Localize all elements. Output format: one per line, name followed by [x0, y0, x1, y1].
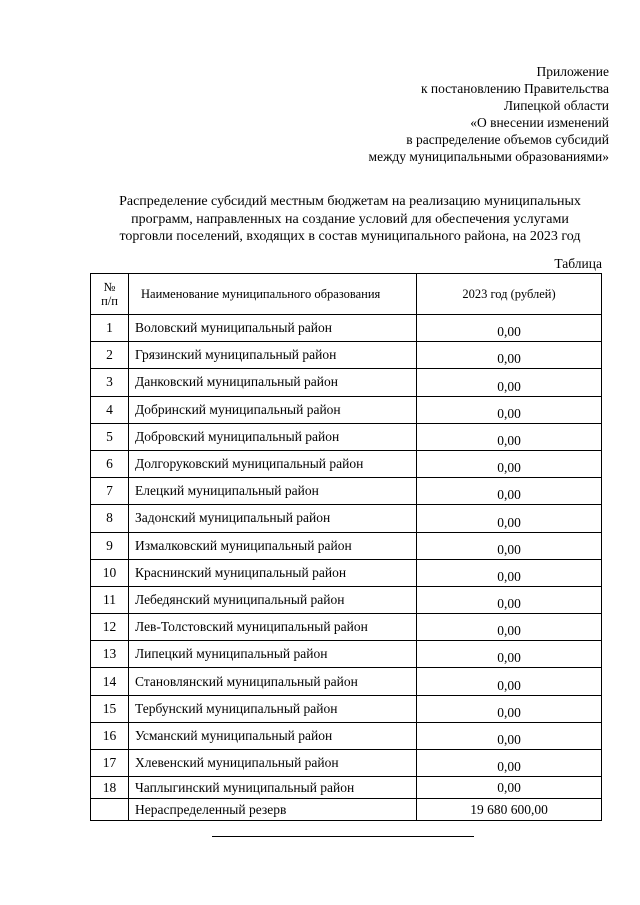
row-amount: 0,00	[417, 586, 602, 613]
row-name: Лебедянский муниципальный район	[129, 586, 417, 613]
annex-line: в распределение объемов субсидий	[406, 132, 609, 147]
row-amount: 0,00	[417, 450, 602, 477]
row-amount: 0,00	[417, 559, 602, 586]
table-row	[91, 614, 602, 641]
row-name: Измалковский муниципальный район	[129, 532, 417, 559]
table-row	[91, 722, 602, 749]
row-name: Хлевенский муниципальный район	[129, 750, 417, 777]
row-name: Грязинский муниципальный район	[129, 342, 417, 369]
annex-line: Липецкой области	[503, 98, 609, 113]
table-row	[91, 695, 602, 722]
row-num: 3	[91, 369, 129, 396]
table-row	[91, 777, 602, 799]
header-num	[91, 274, 129, 315]
row-amount: 0,00	[417, 722, 602, 749]
row-name: Липецкий муниципальный район	[129, 641, 417, 668]
table-row	[91, 586, 602, 613]
table-row	[91, 423, 602, 450]
row-num: 4	[91, 396, 129, 423]
row-num: 15	[91, 695, 129, 722]
row-num: 1	[91, 315, 129, 342]
row-amount: 0,00	[417, 532, 602, 559]
row-name: Краснинский муниципальный район	[129, 559, 417, 586]
header-num-abbr: п/п	[101, 294, 118, 308]
table-header-row	[91, 274, 602, 315]
row-name: Добринский муниципальный район	[129, 396, 417, 423]
table-row	[91, 369, 602, 396]
row-name: Воловский муниципальный район	[129, 315, 417, 342]
reserve-row	[91, 799, 602, 821]
row-amount: 0,00	[417, 695, 602, 722]
footer-divider	[212, 836, 474, 837]
row-amount: 0,00	[417, 478, 602, 505]
table-row	[91, 532, 602, 559]
header-amount: 2023 год (рублей)	[417, 274, 602, 315]
row-num: 13	[91, 641, 129, 668]
row-name: Добровский муниципальный район	[129, 423, 417, 450]
row-num: 6	[91, 450, 129, 477]
title-line: торговли поселений, входящих в состав муниципального района, на 2023 год	[119, 229, 581, 244]
row-name: Чаплыгинский муниципальный район	[129, 777, 417, 799]
row-name: Долгоруковский муниципальный район	[129, 450, 417, 477]
row-name: Задонский муниципальный район	[129, 505, 417, 532]
row-amount: 0,00	[417, 423, 602, 450]
header-name: Наименование муниципального образования	[129, 274, 417, 315]
table-row	[91, 505, 602, 532]
annex-line: к постановлению Правительства	[420, 81, 609, 96]
reserve-amount: 19 680 600,00	[417, 799, 602, 821]
subsidy-table	[90, 273, 602, 821]
row-num: 18	[91, 777, 129, 799]
row-name: Тербунский муниципальный район	[129, 695, 417, 722]
title-line: Распределение субсидий местным бюджетам на реализацию муниципальных	[119, 194, 581, 209]
title-line: программ, направленных на создание условий для обеспечения услугами	[131, 211, 569, 227]
reserve-num	[91, 799, 129, 821]
row-num: 9	[91, 532, 129, 559]
table-row	[91, 450, 602, 477]
row-name: Становлянский муниципальный район	[129, 668, 417, 695]
annex-line: Приложение	[536, 64, 609, 79]
table-row	[91, 641, 602, 668]
row-num: 2	[91, 342, 129, 369]
table-label: Таблица	[554, 256, 602, 271]
row-num: 12	[91, 614, 129, 641]
row-num: 11	[91, 586, 129, 613]
row-name: Усманский муниципальный район	[129, 722, 417, 749]
row-name: Данковский муниципальный район	[129, 369, 417, 396]
reserve-name: Нераспределенный резерв	[129, 799, 417, 821]
row-num: 8	[91, 505, 129, 532]
row-name: Лев-Толстовский муниципальный район	[129, 614, 417, 641]
table-row	[91, 668, 602, 695]
row-amount: 0,00	[417, 777, 602, 799]
table-row	[91, 559, 602, 586]
annex-header	[369, 63, 609, 165]
row-num: 10	[91, 559, 129, 586]
row-num: 17	[91, 750, 129, 777]
header-num-symbol: №	[103, 280, 116, 294]
annex-line: «О внесении изменений	[470, 115, 609, 130]
document-title	[60, 193, 640, 246]
row-amount: 0,00	[417, 641, 602, 668]
row-amount: 0,00	[417, 342, 602, 369]
row-amount: 0,00	[417, 505, 602, 532]
row-num: 16	[91, 722, 129, 749]
row-num: 14	[91, 668, 129, 695]
table-row	[91, 478, 602, 505]
table-row	[91, 750, 602, 777]
row-name: Елецкий муниципальный район	[129, 478, 417, 505]
row-amount: 0,00	[417, 315, 602, 342]
row-num: 7	[91, 478, 129, 505]
row-amount: 0,00	[417, 369, 602, 396]
annex-line: между муниципальными образованиями»	[368, 149, 609, 164]
row-amount: 0,00	[417, 614, 602, 641]
table-row	[91, 396, 602, 423]
row-amount: 0,00	[417, 396, 602, 423]
row-amount: 0,00	[417, 668, 602, 695]
table-row	[91, 315, 602, 342]
row-num: 5	[91, 423, 129, 450]
table-row	[91, 342, 602, 369]
row-amount: 0,00	[417, 750, 602, 777]
